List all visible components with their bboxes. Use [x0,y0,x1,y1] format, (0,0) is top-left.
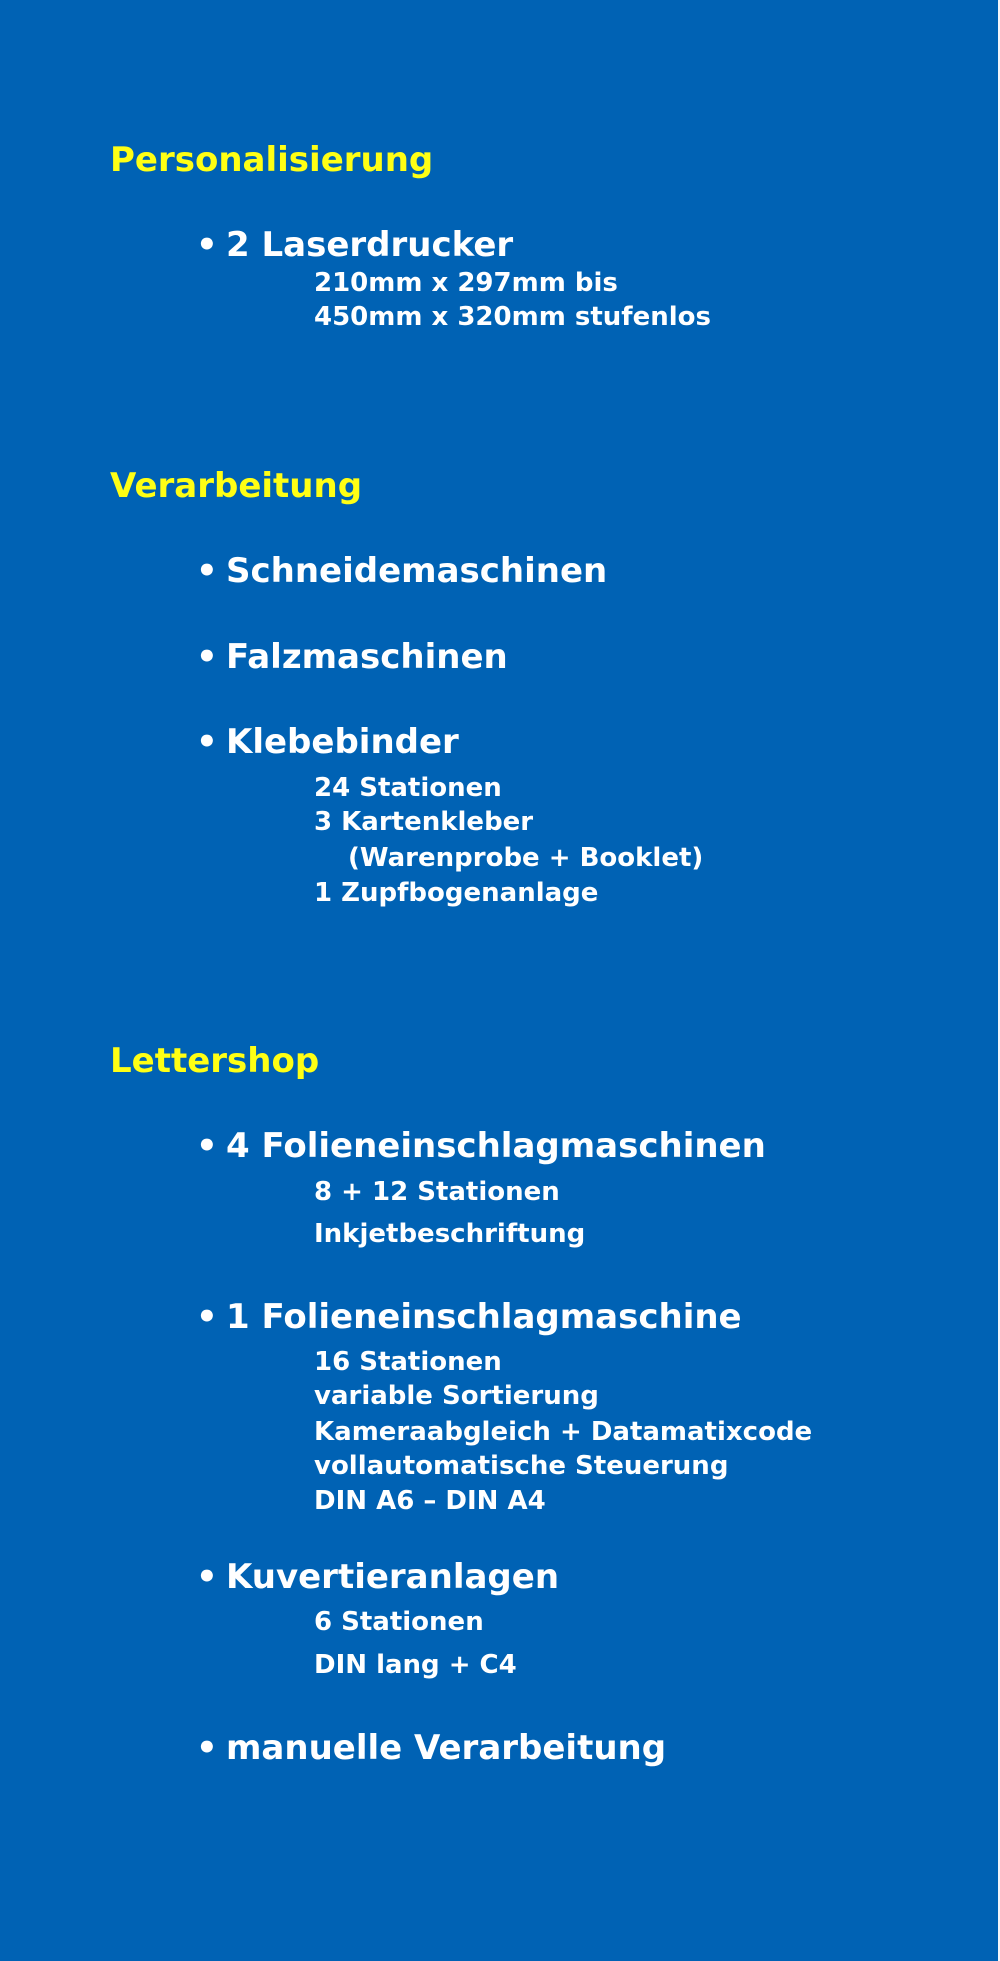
item-detail: 8 + 12 Stationen [314,1177,560,1207]
bullet-icon: • [196,1728,218,1768]
bullet-icon: • [196,225,218,265]
item-detail: 6 Stationen [314,1607,484,1637]
item-title: 1 Folieneinschlagmaschine [226,1297,742,1337]
bullet-icon: • [196,551,218,591]
bullet-icon: • [196,1557,218,1597]
item-title: Schneidemaschinen [226,551,608,591]
item-detail: Inkjetbeschriftung [314,1219,586,1249]
list-item-manuelle-verarbeitung [196,1728,666,1768]
item-detail: (Warenprobe + Booklet) [348,843,704,873]
bullet-icon: • [196,637,218,677]
item-detail: 24 Stationen [314,773,502,803]
item-title: 2 Laserdrucker [226,225,514,265]
item-detail: 16 Stationen [314,1347,502,1377]
item-title: Falzmaschinen [226,637,508,677]
item-title: 4 Folieneinschlagmaschinen [226,1126,766,1166]
item-detail: DIN A6 – DIN A4 [314,1486,546,1516]
list-item-folieneinschlagmaschine [196,1297,742,1337]
list-item-falzmaschinen [196,637,508,677]
item-detail: DIN lang + C4 [314,1650,517,1680]
item-detail: vollautomatische Steuerung [314,1451,729,1481]
item-detail: variable Sortierung [314,1381,599,1411]
bullet-icon: • [196,1126,218,1166]
item-title: Kuvertieranlagen [226,1557,560,1597]
item-title: Klebebinder [226,722,459,762]
list-item-schneidemaschinen [196,551,607,591]
item-detail: 1 Zupfbogenanlage [314,878,599,908]
item-detail: Kameraabgleich + Datamatixcode [314,1417,813,1447]
item-detail: 3 Kartenkleber [314,807,534,837]
item-title: manuelle Verarbeitung [226,1728,667,1768]
item-detail: 210mm x 297mm bis [314,268,618,298]
list-item-klebebinder [196,722,459,762]
list-item-folieneinschlagmaschinen [196,1126,766,1166]
bullet-icon: • [196,722,218,762]
section-heading-verarbeitung: Verarbeitung [110,466,363,506]
list-item-kuvertieranlagen [196,1557,559,1597]
item-detail: 450mm x 320mm stufenlos [314,302,711,332]
section-heading-lettershop: Lettershop [110,1041,320,1081]
section-heading-personalisierung: Personalisierung [110,140,434,180]
bullet-icon: • [196,1297,218,1337]
list-item-laserdrucker [196,225,513,265]
